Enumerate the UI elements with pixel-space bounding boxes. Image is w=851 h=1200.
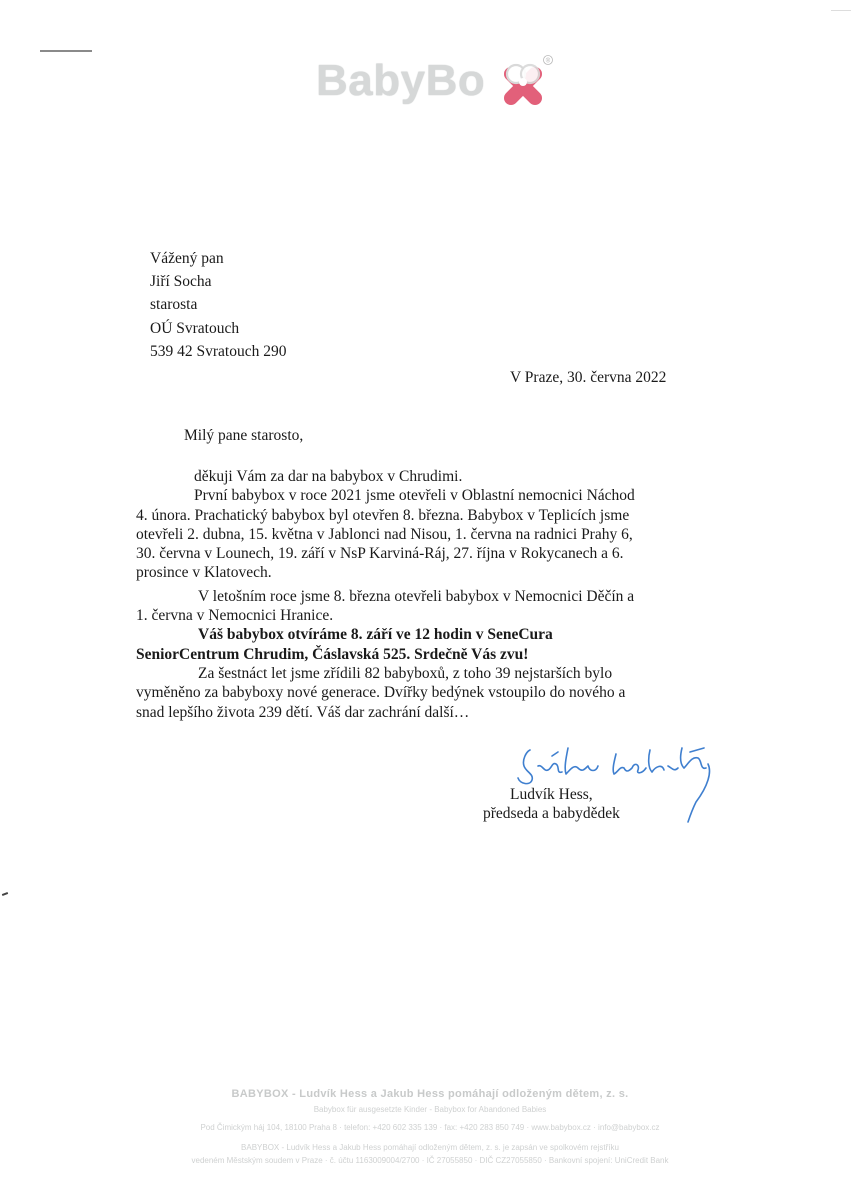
letterhead-footer: [110, 1088, 750, 1165]
body-line: otevřeli 2. dubna, 15. května v Jablonci nad Nisou, 1. června na radnici Prahy 6,: [136, 525, 633, 543]
footer-tagline: Babybox für ausgesetzte Kinder - Babybox for Abandoned Babies: [313, 1105, 547, 1114]
letter-date: V Praze, 30. června 2022: [510, 369, 667, 386]
address-line: starosta: [150, 296, 198, 314]
letter-body: [136, 467, 726, 722]
footer-contact: Pod Čimickým háj 104, 18100 Praha 8 · telefon: +420 602 335 139 · fax: +420 283 850 749 · www.babybox.cz · info@babybox.cz: [200, 1123, 660, 1132]
body-line: děkuji Vám za dar na babybox v Chrudimi.: [194, 468, 463, 485]
baby-x-logo-icon: [493, 52, 555, 112]
body-line: Za šestnáct let jsme zřídili 82 babyboxů, z toho 39 nejstarších bylo: [198, 664, 613, 682]
body-line: vyměněno za babyboxy nové generace. Dvířky bedýnek vstoupilo do nového a: [136, 684, 626, 702]
body-line-bold: Váš babybox otvíráme 8. září ve 12 hodin v SeneCura: [198, 626, 553, 644]
body-line-bold: SeniorCentrum Chrudim, Čáslavská 525. Srdečně Vás zvu!: [136, 645, 529, 663]
body-line: 1. června v Nemocnici Hranice.: [136, 607, 334, 625]
scan-artifact: [2, 892, 8, 896]
scan-artifact: [40, 50, 92, 52]
scan-artifact: [831, 0, 851, 11]
salutation: Milý pane starosto,: [184, 427, 304, 444]
registered-mark: ®: [545, 58, 551, 65]
body-line: 30. června v Lounech, 19. září v NsP Karviná-Ráj, 27. října v Rokycanech a 6.: [136, 545, 624, 563]
address-line: 539 42 Svratouch 290: [150, 342, 287, 360]
address-line: OÚ Svratouch: [150, 319, 240, 337]
address-line: Jiří Socha: [150, 273, 212, 291]
body-line: První babybox v roce 2021 jsme otevřeli v Oblastní nemocnici Náchod: [194, 487, 635, 505]
signer-title: předseda a babydědek: [483, 805, 620, 822]
logo-wordmark: BabyBo: [316, 56, 486, 105]
body-line: V letošním roce jsme 8. března otevřeli babybox v Nemocnici Děčín a: [198, 587, 635, 605]
babybox-logo: [316, 48, 556, 112]
signer-name: Ludvík Hess,: [510, 786, 593, 803]
body-line: snad lepšího života 239 dětí. Váš dar zachrání další…: [136, 703, 470, 721]
body-line: prosince v Klatovech.: [136, 564, 272, 582]
recipient-address: [150, 247, 286, 363]
address-line: Vážený pan: [150, 250, 224, 267]
footer-org-name: BABYBOX - Ludvík Hess a Jakub Hess pomáhají odloženým dětem, z. s.: [231, 1088, 629, 1100]
body-line: 4. února. Prachatický babybox byl otevřen 8. března. Babybox v Teplicích jsme: [136, 506, 630, 524]
footer-registry: BABYBOX - Ludvík Hess a Jakub Hess pomáhají odloženým dětem, z. s. je zapsán ve spolkovém rejstříku: [241, 1143, 619, 1152]
footer-bank: vedeném Městským soudem v Praze · č. účtu 1163009004/2700 · IČ 27055850 · DIČ CZ27055850 · Bankovní spojení: UniCredit Bank: [191, 1156, 669, 1165]
